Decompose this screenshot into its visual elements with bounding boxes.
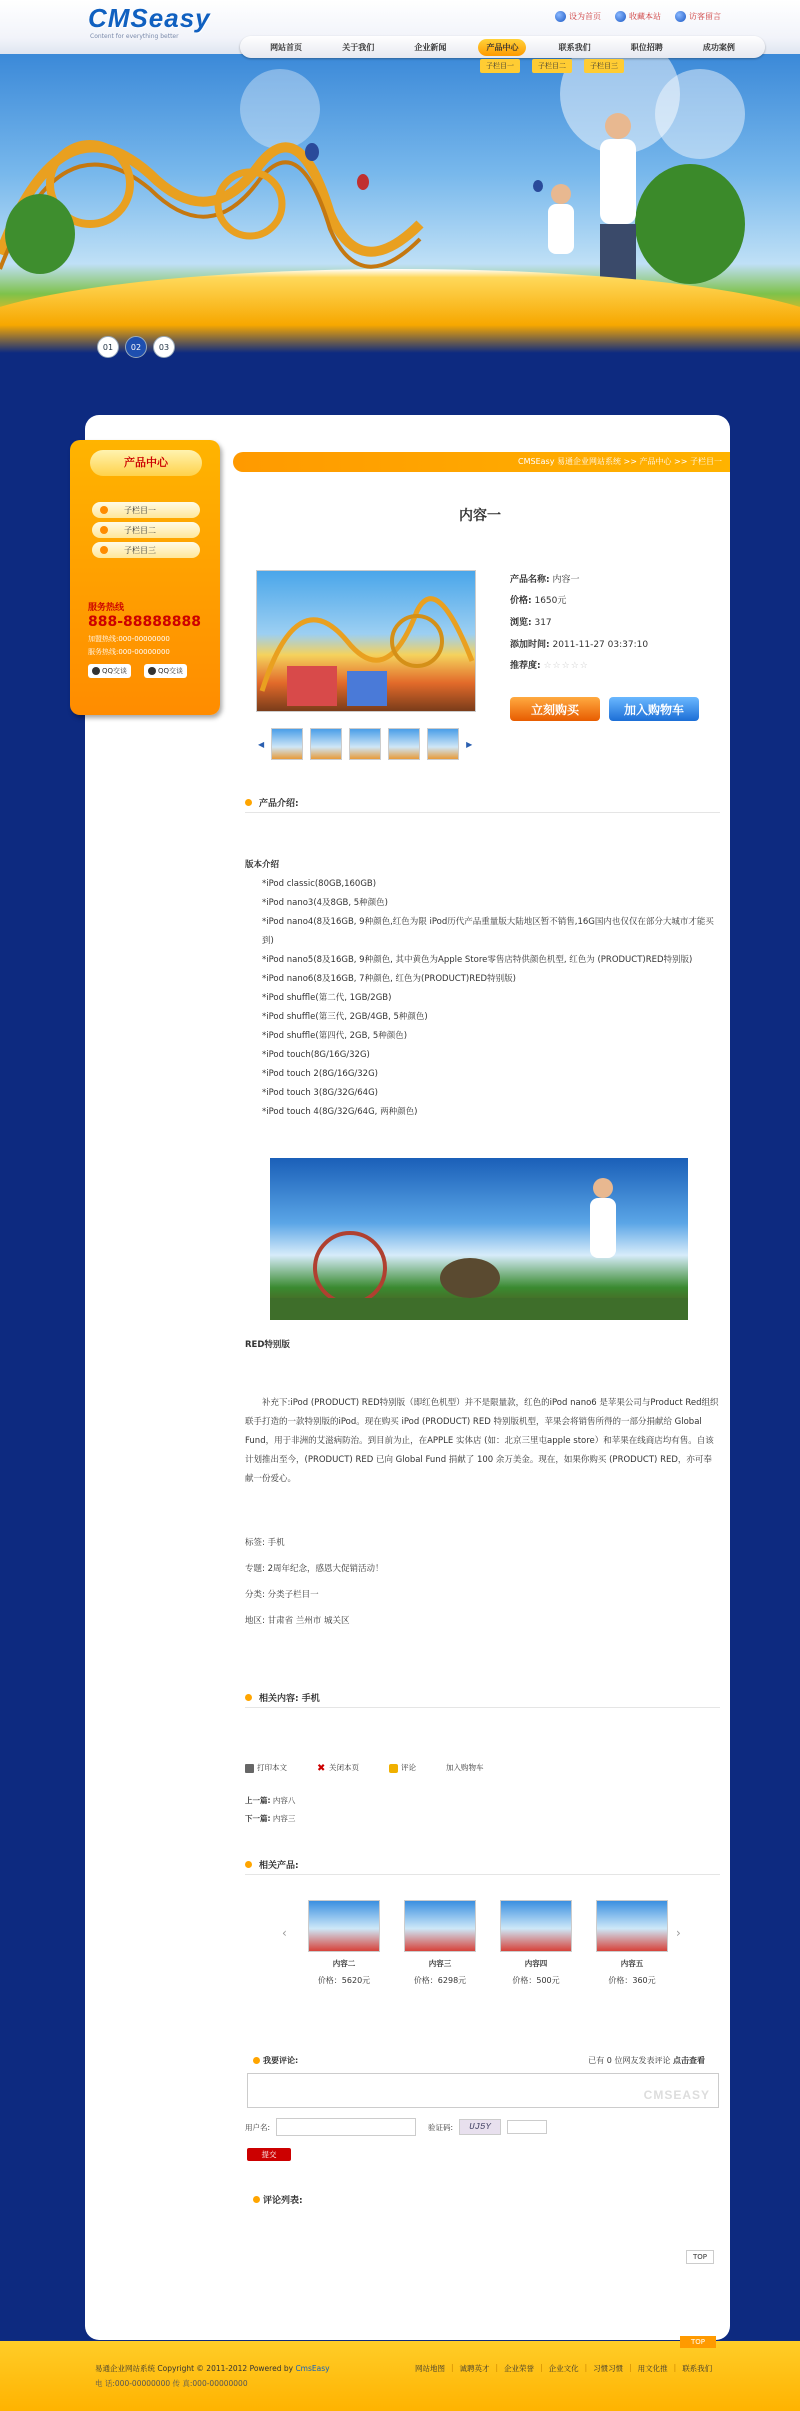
main-nav bbox=[240, 36, 765, 58]
top-link-label: 收藏本站 bbox=[629, 12, 661, 21]
service-line: 服务热线:000-00000000 bbox=[88, 648, 170, 656]
top-link-guestbook[interactable] bbox=[675, 11, 721, 22]
add-to-cart-button[interactable]: 加入购物车 bbox=[609, 697, 699, 721]
qq-chat-button[interactable] bbox=[144, 664, 187, 678]
product-thumbnail[interactable] bbox=[427, 728, 459, 760]
captcha-input[interactable] bbox=[507, 2120, 547, 2134]
banner-dot[interactable]: 03 bbox=[153, 336, 175, 358]
subnav-item-2[interactable]: 子栏目二 bbox=[532, 59, 572, 73]
prev-article bbox=[245, 1795, 295, 1806]
captcha-label: 验证码: bbox=[428, 2122, 454, 2132]
related-product-price: 价格：5620元 bbox=[317, 1976, 371, 1985]
comment-form-row bbox=[245, 2118, 547, 2136]
footer-brand-link[interactable]: CmsEasy bbox=[295, 2364, 330, 2373]
version-item: *iPod nano5(8及16GB, 9种颜色, 其中黄色为Apple Store零售店特供颜色机型, 红色为 (PRODUCT)RED特别版) bbox=[262, 955, 693, 965]
tag-link[interactable]: 手机 bbox=[267, 1538, 285, 1548]
add-cart-link[interactable]: 加入购物车 bbox=[446, 1763, 484, 1772]
version-item: *iPod touch 3(8G/32G/64G) bbox=[262, 1088, 378, 1098]
qq-icon bbox=[148, 667, 156, 675]
meta-label: 地区: bbox=[245, 1616, 265, 1626]
comment-textarea[interactable] bbox=[247, 2073, 719, 2108]
action-label: 评论 bbox=[401, 1763, 416, 1772]
footer-contact: 电 话:000-00000000 传 真:000-00000000 bbox=[95, 2379, 248, 2388]
footer-copyright bbox=[95, 2363, 330, 2374]
section-heading bbox=[245, 1855, 720, 1875]
article-actions bbox=[245, 1762, 484, 1773]
bullet-icon bbox=[100, 546, 108, 554]
message-icon bbox=[675, 11, 686, 22]
comment-button[interactable] bbox=[389, 1762, 416, 1773]
red-edition-text: 补充下:iPod (PRODUCT) RED特别版（即红色机型）并不是限量款，红色的iPod nano6 是苹果公司与Product Red组织联手打造的一款特别版的iPod。现在购买 iPod (PRODUCT) RED 特别版机型，苹果会将销售所得的一部分捐献给 Global Fund，用于非洲的艾滋病防治。到目前为止，在APPLE 实体店 (如：北京三里屯apple store）和苹果在线商店均有售。自该计划推出至今，(PRODUCT) RED 已向 Global Fund 捐献了 100 余万美金。现在，如果你购买 (PRODUCT) RED，亦可奉献一份爱心。 bbox=[245, 1398, 719, 1484]
red-edition-title bbox=[245, 1336, 720, 1355]
footer-link[interactable]: 联系我们 bbox=[682, 2364, 713, 2373]
related-product[interactable] bbox=[404, 1900, 476, 1986]
banner-pagination bbox=[97, 336, 175, 358]
nav-cases[interactable]: 成功案例 bbox=[702, 42, 735, 52]
version-title: 版本介绍 bbox=[245, 860, 280, 870]
product-main-image[interactable] bbox=[256, 570, 476, 712]
top-link-label: 访客留言 bbox=[689, 12, 721, 21]
related-product[interactable] bbox=[500, 1900, 572, 1986]
rating-stars-icon: ☆☆☆☆☆ bbox=[543, 661, 589, 671]
topic-row bbox=[245, 1562, 384, 1574]
footer-separator: | bbox=[673, 2363, 677, 2372]
version-item: *iPod nano3(4及8GB, 5种颜色) bbox=[262, 898, 389, 908]
sidebar-item-label: 子栏目三 bbox=[124, 545, 156, 555]
banner-dot[interactable]: 01 bbox=[97, 336, 119, 358]
product-views-row bbox=[510, 615, 552, 628]
meta-label: 标签: bbox=[245, 1538, 265, 1548]
top-link-home[interactable] bbox=[555, 11, 601, 22]
printer-icon bbox=[245, 1764, 254, 1773]
related-product-price: 价格：6298元 bbox=[413, 1976, 467, 1985]
product-name-row bbox=[510, 572, 580, 585]
field-label: 推荐度: bbox=[510, 661, 541, 671]
product-description bbox=[245, 856, 720, 1122]
section-heading bbox=[245, 1688, 720, 1708]
close-button[interactable] bbox=[317, 1762, 359, 1773]
footer-separator: | bbox=[495, 2363, 499, 2372]
bullet-icon bbox=[253, 2057, 260, 2064]
tags-row bbox=[245, 1536, 285, 1548]
qq-icon bbox=[92, 667, 100, 675]
related-next-icon[interactable]: › bbox=[676, 1926, 681, 1940]
bullet-icon bbox=[100, 506, 108, 514]
product-date-row bbox=[510, 637, 648, 650]
nav-about[interactable]: 关于我们 bbox=[342, 42, 375, 52]
bullet-icon bbox=[245, 799, 252, 806]
section-heading-label: 相关内容: 手机 bbox=[259, 1694, 320, 1704]
version-item: *iPod touch 4(8G/32G/64G, 两种颜色) bbox=[262, 1107, 418, 1117]
related-product-price: 价格：360元 bbox=[608, 1976, 656, 1985]
version-item: *iPod touch(8G/16G/32G) bbox=[262, 1050, 370, 1060]
related-product[interactable] bbox=[596, 1900, 668, 1986]
product-price: 1650元 bbox=[534, 596, 567, 606]
star-icon bbox=[615, 11, 626, 22]
product-name: 内容一 bbox=[552, 575, 580, 585]
sidebar bbox=[70, 440, 220, 715]
footer-link[interactable]: 习惯习惯 bbox=[593, 2364, 624, 2373]
comment-watermark: CMSEASY bbox=[643, 2088, 710, 2102]
sidebar-item-label: 子栏目二 bbox=[124, 525, 156, 535]
related-products bbox=[308, 1900, 668, 1986]
related-product-name: 内容四 bbox=[524, 1959, 548, 1968]
subnav-item-3[interactable]: 子栏目三 bbox=[584, 59, 624, 73]
sidebar-item-2[interactable] bbox=[92, 522, 200, 538]
related-product-image bbox=[404, 1900, 476, 1952]
footer-separator: | bbox=[540, 2363, 543, 2372]
next-label: 下一篇: bbox=[245, 1814, 271, 1823]
section-heading-label: 相关产品: bbox=[259, 1861, 299, 1871]
buy-now-button[interactable]: 立刻购买 bbox=[510, 697, 600, 721]
category-link[interactable]: 分类子栏目一 bbox=[267, 1590, 319, 1600]
topic-link[interactable]: 2周年纪念，感恩大促销活动！ bbox=[267, 1564, 384, 1574]
comment-stats bbox=[588, 2055, 705, 2066]
nav-products[interactable]: 产品中心 bbox=[478, 39, 526, 56]
related-product[interactable] bbox=[308, 1900, 380, 1986]
captcha-image[interactable]: UJ5Y bbox=[459, 2119, 501, 2135]
section-heading bbox=[245, 793, 720, 813]
meta-label: 分类: bbox=[245, 1590, 265, 1600]
field-label: 添加时间: bbox=[510, 640, 550, 650]
field-label: 产品名称: bbox=[510, 575, 550, 585]
nav-home[interactable]: 网站首页 bbox=[270, 42, 303, 52]
footer-separator: | bbox=[629, 2363, 632, 2372]
content-image-art bbox=[270, 1158, 688, 1320]
comment-list-label: 评论列表: bbox=[263, 2196, 303, 2206]
comment-icon bbox=[389, 1764, 398, 1773]
version-item: *iPod shuffle(第四代, 2GB, 5种颜色) bbox=[262, 1031, 408, 1041]
top-link-favorite[interactable] bbox=[615, 11, 661, 22]
top-link-label: 设为首页 bbox=[569, 12, 601, 21]
product-thumbnail[interactable] bbox=[310, 728, 342, 760]
home-icon bbox=[555, 11, 566, 22]
region-row bbox=[245, 1614, 349, 1626]
related-product-image bbox=[500, 1900, 572, 1952]
back-to-top-button[interactable]: TOP bbox=[686, 2250, 714, 2264]
comment-count: 已有 0 位网友发表评论 bbox=[588, 2056, 671, 2065]
username-label: 用户名: bbox=[245, 2122, 271, 2132]
qq-chat-button[interactable] bbox=[88, 664, 131, 678]
version-item: *iPod touch 2(8G/16G/32G) bbox=[262, 1069, 378, 1079]
product-image-art bbox=[257, 571, 475, 711]
next-link[interactable]: 内容三 bbox=[272, 1814, 296, 1823]
sub-nav bbox=[480, 59, 624, 73]
bullet-icon bbox=[245, 1694, 252, 1701]
action-label: 打印本文 bbox=[257, 1763, 287, 1772]
nav-news[interactable]: 企业新闻 bbox=[414, 42, 447, 52]
sidebar-item-3[interactable] bbox=[92, 542, 200, 558]
sidebar-item-label: 子栏目一 bbox=[124, 505, 156, 515]
related-product-name: 内容二 bbox=[332, 1959, 356, 1968]
version-item: *iPod shuffle(第二代, 1GB/2GB) bbox=[262, 993, 392, 1003]
thumbnail-strip bbox=[258, 728, 472, 760]
close-icon: ✖ bbox=[317, 1762, 326, 1774]
region-value: 甘肃省 兰州市 城关区 bbox=[267, 1616, 350, 1626]
field-label: 浏览: bbox=[510, 618, 532, 628]
prev-link[interactable]: 内容八 bbox=[272, 1796, 296, 1805]
breadcrumb[interactable]: CMSEasy 易通企业网站系统 >> 产品中心 >> 子栏目一 bbox=[233, 452, 730, 472]
related-product-image bbox=[596, 1900, 668, 1952]
nav-jobs[interactable]: 职位招聘 bbox=[630, 42, 663, 52]
print-button[interactable] bbox=[245, 1762, 287, 1773]
comment-header bbox=[253, 2055, 705, 2066]
view-comments-link[interactable]: 点击查看 bbox=[673, 2056, 705, 2065]
section-heading-label: 产品介绍: bbox=[259, 799, 299, 809]
page-title: 内容一 bbox=[459, 508, 501, 524]
prev-label: 上一篇: bbox=[245, 1796, 271, 1805]
footer-separator: | bbox=[451, 2363, 454, 2372]
version-item: *iPod shuffle(第三代, 2GB/4GB, 5种颜色) bbox=[262, 1012, 428, 1022]
related-product-name: 内容五 bbox=[620, 1959, 644, 1968]
action-label: 关闭本页 bbox=[329, 1763, 359, 1772]
qq-label: QQ交谈 bbox=[102, 667, 128, 675]
hotline-label: 服务热线 bbox=[88, 603, 125, 613]
sidebar-title: 产品中心 bbox=[90, 450, 202, 476]
product-price-row bbox=[510, 593, 566, 606]
version-item: *iPod classic(80GB,160GB) bbox=[262, 879, 377, 889]
footer-link[interactable]: 网站地图 bbox=[415, 2364, 445, 2373]
footer-link[interactable]: 用文化推 bbox=[637, 2364, 668, 2373]
site-footer bbox=[0, 2341, 800, 2411]
version-item: *iPod nano4(8及16GB, 9种颜色,红色为限 iPod历代产品重量版大陆地区暂不销售,16G国内也仅仅在部分大城市才能买到) bbox=[262, 917, 714, 946]
bullet-icon bbox=[253, 2196, 260, 2203]
related-prev-icon[interactable]: ‹ bbox=[282, 1926, 287, 1940]
comment-list-heading bbox=[253, 2193, 303, 2206]
hotline-number: 888-88888888 bbox=[88, 614, 201, 630]
product-rating-row bbox=[510, 658, 589, 671]
product-views: 317 bbox=[534, 618, 552, 628]
thumb-next-icon[interactable]: ▶ bbox=[466, 739, 473, 749]
footer-link[interactable]: 企业荣誉 bbox=[504, 2364, 535, 2373]
version-list bbox=[245, 875, 720, 1122]
footer-top-button[interactable]: TOP bbox=[680, 2336, 716, 2348]
sidebar-item-1[interactable] bbox=[92, 502, 200, 518]
field-label: 价格: bbox=[510, 596, 532, 606]
logo-tagline: Content for everything better bbox=[90, 33, 179, 40]
related-product-price: 价格：500元 bbox=[512, 1976, 560, 1985]
footer-links bbox=[415, 2363, 712, 2374]
subnav-item-1[interactable]: 子栏目一 bbox=[480, 59, 520, 73]
meta-label: 专题: bbox=[245, 1564, 265, 1574]
content-image bbox=[270, 1158, 688, 1320]
product-thumbnail[interactable] bbox=[388, 728, 420, 760]
top-links bbox=[555, 11, 721, 22]
banner-dot-active[interactable]: 02 bbox=[125, 336, 147, 358]
footer-separator: | bbox=[584, 2363, 588, 2372]
product-thumbnail[interactable] bbox=[271, 728, 303, 760]
copyright-text: 易通企业网站系统 Copyright © 2011-2012 Powered by bbox=[95, 2364, 294, 2373]
submit-comment-button[interactable]: 提交 bbox=[247, 2148, 291, 2161]
red-title: RED特别版 bbox=[245, 1340, 290, 1350]
category-row bbox=[245, 1588, 319, 1600]
product-date: 2011-11-27 03:37:10 bbox=[552, 640, 649, 650]
username-input[interactable] bbox=[276, 2118, 416, 2136]
next-article bbox=[245, 1813, 295, 1824]
related-product-name: 内容三 bbox=[428, 1959, 452, 1968]
product-thumbnail[interactable] bbox=[349, 728, 381, 760]
nav-contact[interactable]: 联系我们 bbox=[558, 42, 591, 52]
comment-heading-label: 我要评论: bbox=[263, 2056, 299, 2065]
version-item: *iPod nano6(8及16GB, 7种颜色, 红色为(PRODUCT)RED特别版) bbox=[262, 974, 516, 984]
site-logo[interactable]: CMSeasy bbox=[88, 3, 211, 33]
comment-heading bbox=[253, 2055, 298, 2066]
bullet-icon bbox=[100, 526, 108, 534]
hero-banner bbox=[0, 54, 800, 354]
thumb-prev-icon[interactable]: ◀ bbox=[258, 739, 265, 749]
franchise-line: 加盟热线:000-00000000 bbox=[88, 635, 170, 643]
footer-link[interactable]: 企业文化 bbox=[548, 2364, 579, 2373]
qq-label: QQ交谈 bbox=[158, 667, 184, 675]
related-product-image bbox=[308, 1900, 380, 1952]
bullet-icon bbox=[245, 1861, 252, 1868]
footer-link[interactable]: 诚聘英才 bbox=[459, 2364, 490, 2373]
